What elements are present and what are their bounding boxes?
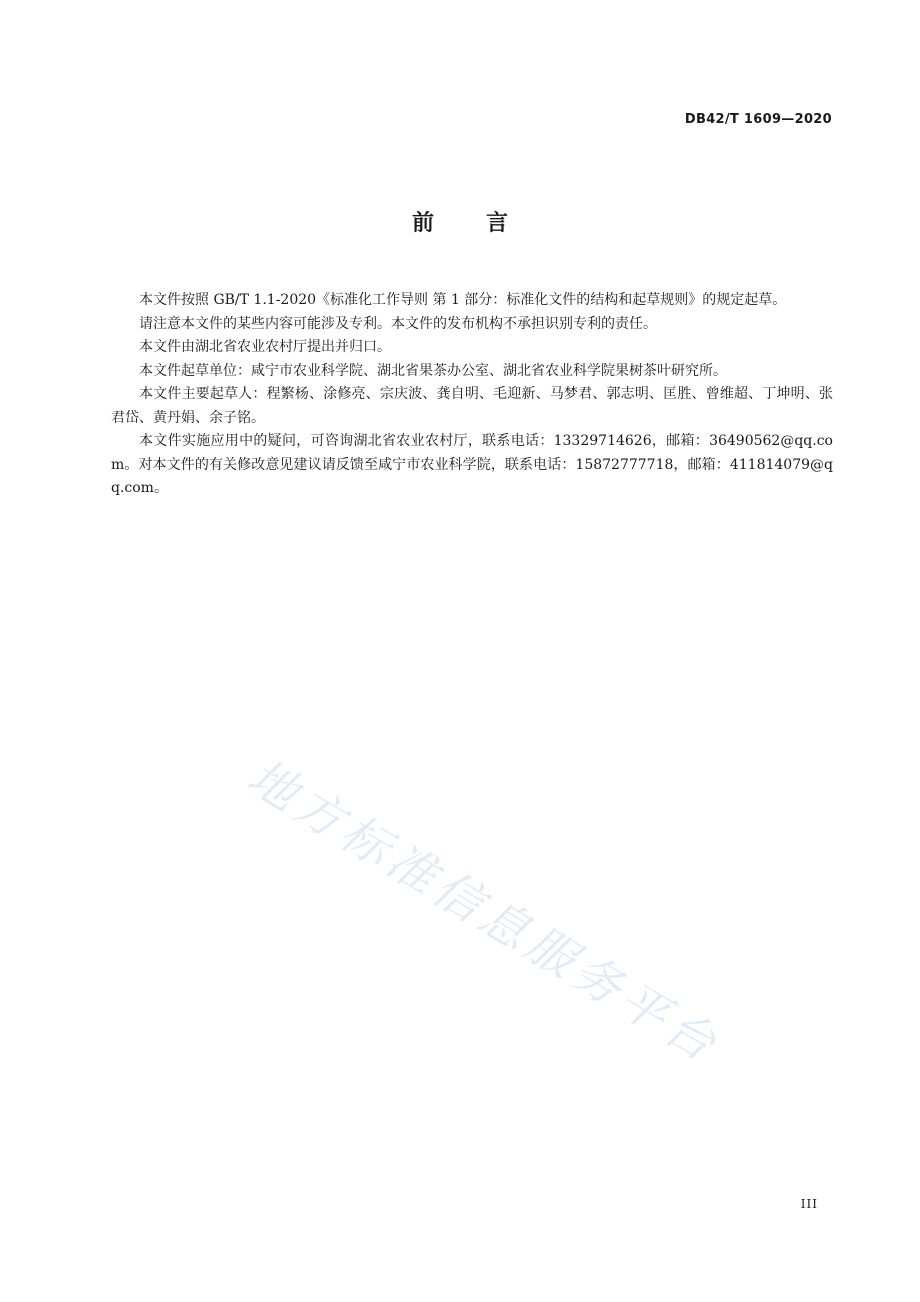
document-code: DB42/T 1609—2020 [684, 112, 832, 127]
paragraph-drafting-units: 本文件起草单位：咸宁市农业科学院、湖北省果茶办公室、湖北省农业科学院果树茶叶研究所。 [139, 362, 727, 379]
paragraph-patent-notice: 请注意本文件的某些内容可能涉及专利。本文件的发布机构不承担识别专利的责任。 [139, 315, 657, 332]
paragraph-proposer: 本文件由湖北省农业农村厅提出并归口。 [139, 339, 391, 355]
watermark: 地方标准信息服务平台 [237, 748, 730, 1075]
foreword-body [111, 289, 833, 501]
paragraph-drafting-rules: 本文件按照 GB/T 1.1-2020《标准化工作导则 第 1 部分：标准化文件的结构和起草规则》的规定起草。 [139, 292, 787, 308]
page-number: III [800, 1197, 818, 1211]
paragraph-drafters: 本文件主要起草人：程繁杨、涂修亮、宗庆波、龚自明、毛迎新、马梦君、郭志明、匡胜、曾维超、丁坤明、张君岱、黄丹娟、余子铭。 [111, 386, 833, 426]
page-title: 前言 [411, 211, 560, 236]
paragraph-contact: 本文件实施应用中的疑问，可咨询湖北省农业农村厅，联系电话：13329714626，邮箱：36490562@qq.com。对本文件的有关修改意见建议请反馈至咸宁市农业科学院，联系电话：15872777718，邮箱：411814079@qq.com。 [111, 433, 833, 496]
